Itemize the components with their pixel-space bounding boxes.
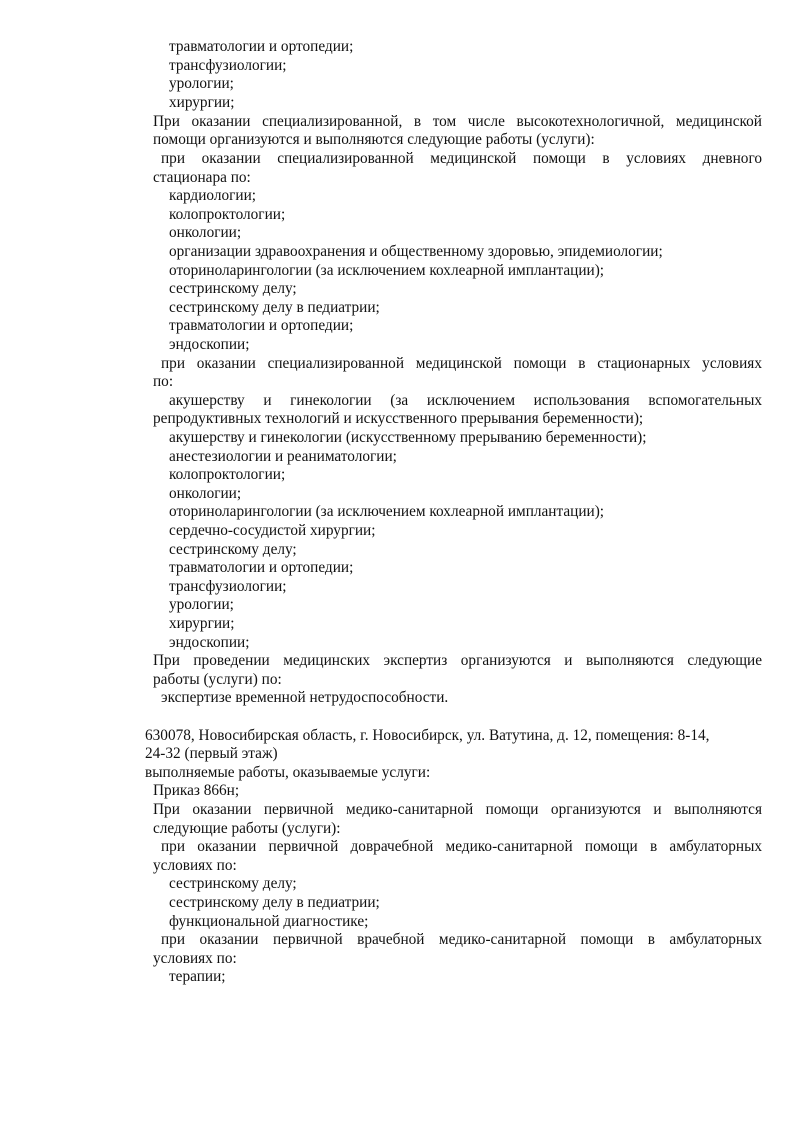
paragraph-line: при оказании специализированной медицинской помощи в условиях дневного	[161, 150, 762, 167]
list-item: акушерству и гинекологии (искусственному прерыванию беременности);	[169, 429, 647, 446]
list-item: кардиологии;	[169, 187, 257, 204]
paragraph-line: стационара по:	[153, 169, 251, 186]
list-item: акушерству и гинекологии (за исключением использования вспомогательных	[169, 392, 762, 409]
works-label: выполняемые работы, оказываемые услуги:	[145, 764, 431, 781]
list-item: сестринскому делу в педиатрии;	[169, 299, 380, 316]
list-item: оториноларингологии (за исключением кохлеарной имплантации);	[169, 262, 605, 279]
paragraph-line: При проведении медицинских экспертиз организуются и выполняются следующие	[153, 652, 762, 669]
list-item: сестринскому делу в педиатрии;	[169, 894, 380, 911]
paragraph-line: условиях по:	[153, 857, 237, 874]
list-item: организации здравоохранения и общественному здоровью, эпидемиологии;	[169, 243, 663, 260]
paragraph-line: помощи организуются и выполняются следующие работы (услуги):	[153, 131, 595, 148]
list-item: репродуктивных технологий и искусственного прерывания беременности);	[153, 410, 644, 427]
order-line: Приказ 866н;	[153, 782, 240, 799]
list-item: сестринскому делу;	[169, 280, 297, 297]
paragraph-line: при оказании первичной доврачебной медико-санитарной помощи в амбулаторных	[161, 838, 762, 855]
list-item: трансфузиологии;	[169, 57, 287, 74]
list-item: хирургии;	[169, 615, 235, 632]
list-item: эндоскопии;	[169, 634, 250, 651]
list-item: оториноларингологии (за исключением кохлеарной имплантации);	[169, 503, 605, 520]
address-line: 24-32 (первый этаж)	[145, 745, 278, 762]
list-item: травматологии и ортопедии;	[169, 317, 354, 334]
list-item: трансфузиологии;	[169, 578, 287, 595]
list-item: сестринскому делу;	[169, 541, 297, 558]
paragraph-line: При оказании специализированной, в том числе высокотехнологичной, медицинской	[153, 113, 762, 130]
list-item: терапии;	[169, 968, 226, 985]
list-item: хирургии;	[169, 94, 235, 111]
list-item: онкологии;	[169, 224, 242, 241]
paragraph-line: При оказании первичной медико-санитарной помощи организуются и выполняются	[153, 801, 762, 818]
list-item: колопроктологии;	[169, 466, 286, 483]
list-item: экспертизе временной нетрудоспособности.	[161, 689, 449, 706]
list-item: урологии;	[169, 596, 234, 613]
paragraph-line: условиях по:	[153, 950, 237, 967]
list-item: эндоскопии;	[169, 336, 250, 353]
paragraph-line: по:	[153, 373, 174, 390]
paragraph-line: следующие работы (услуги):	[153, 820, 341, 837]
paragraph-line: при оказании специализированной медицинской помощи в стационарных условиях	[161, 355, 762, 372]
list-item: травматологии и ортопедии;	[169, 38, 354, 55]
list-item: онкологии;	[169, 485, 242, 502]
paragraph-line: при оказании первичной врачебной медико-санитарной помощи в амбулаторных	[161, 931, 762, 948]
list-item: функциональной диагностике;	[169, 913, 369, 930]
list-item: урологии;	[169, 75, 234, 92]
list-item: травматологии и ортопедии;	[169, 559, 354, 576]
paragraph-line: работы (услуги) по:	[153, 671, 282, 688]
list-item: анестезиологии и реаниматологии;	[169, 448, 397, 465]
list-item: колопроктологии;	[169, 206, 286, 223]
list-item: сестринскому делу;	[169, 875, 297, 892]
address-line: 630078, Новосибирская область, г. Новосибирск, ул. Ватутина, д. 12, помещения: 8-14,	[145, 727, 710, 744]
list-item: сердечно-сосудистой хирургии;	[169, 522, 376, 539]
